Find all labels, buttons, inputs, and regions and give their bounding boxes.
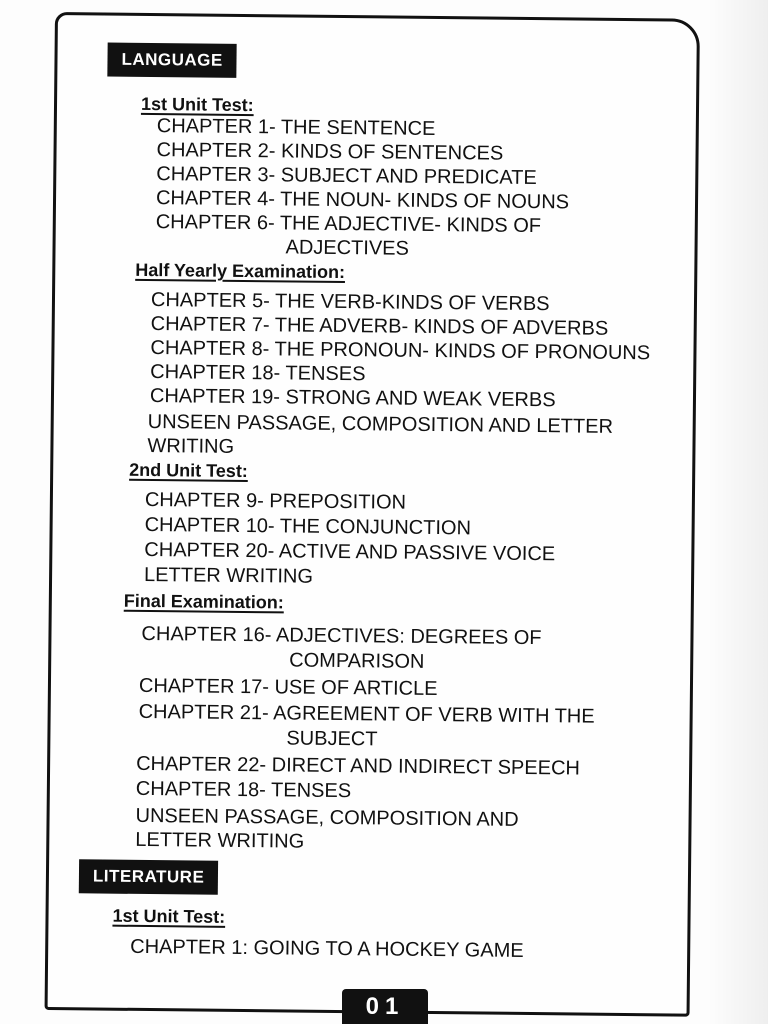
chapter-line: CHAPTER 18- TENSES <box>150 361 366 386</box>
chapter-line: CHAPTER 9- PREPOSITION <box>144 488 407 514</box>
chapter-line: CHAPTER 20- ACTIVE AND PASSIVE VOICE <box>144 538 556 566</box>
language-unit2-heading: 2nd Unit Test: <box>129 459 248 482</box>
language-half-yearly-heading: Half Yearly Examination: <box>135 259 346 283</box>
language-section-tag: LANGUAGE <box>107 43 237 78</box>
chapter-line: CHAPTER 19- STRONG AND WEAK VERBS <box>149 385 556 412</box>
chapter-line: LETTER WRITING <box>143 563 314 588</box>
syllabus-content <box>48 15 697 1014</box>
chapter-line: UNSEEN PASSAGE, COMPOSITION AND LETTER <box>147 410 614 438</box>
chapter-line: LETTER WRITING <box>135 828 305 853</box>
chapter-line: WRITING <box>147 434 235 458</box>
chapter-line: CHAPTER 2- KINDS OF SENTENCES <box>156 139 504 165</box>
chapter-line-continuation: SUBJECT <box>286 727 378 751</box>
chapter-line: CHAPTER 22- DIRECT AND INDIRECT SPEECH <box>136 752 581 780</box>
language-final-heading: Final Examination: <box>123 590 284 613</box>
chapter-line: CHAPTER 8- THE PRONOUN- KINDS OF PRONOUNS <box>150 337 651 365</box>
chapter-line: CHAPTER 6- THE ADJECTIVE- KINDS OF <box>155 211 542 238</box>
literature-section-tag: LITERATURE <box>79 859 219 894</box>
chapter-line: CHAPTER 10- THE CONJUNCTION <box>144 513 472 540</box>
syllabus-frame <box>45 12 700 1017</box>
chapter-line: CHAPTER 5- THE VERB-KINDS OF VERBS <box>150 289 550 316</box>
chapter-line-continuation: COMPARISON <box>289 649 425 673</box>
chapter-line: CHAPTER 7- THE ADVERB- KINDS OF ADVERBS <box>150 313 609 340</box>
chapter-line: CHAPTER 4- THE NOUN- KINDS OF NOUNS <box>155 187 570 214</box>
literature-unit1-heading: 1st Unit Test: <box>112 905 226 927</box>
chapter-line: CHAPTER 18- TENSES <box>135 777 352 803</box>
chapter-line: CHAPTER 16- ADJECTIVES: DEGREES OF <box>141 622 542 650</box>
chapter-line: CHAPTER 1- THE SENTENCE <box>156 115 436 140</box>
page-shadow <box>708 0 768 1024</box>
page-number: 01 <box>342 989 428 1024</box>
chapter-line: CHAPTER 3- SUBJECT AND PREDICATE <box>156 163 537 190</box>
chapter-line: UNSEEN PASSAGE, COMPOSITION AND <box>135 804 519 831</box>
chapter-line-continuation: ADJECTIVES <box>285 236 410 260</box>
language-unit1-heading: 1st Unit Test: <box>140 93 254 116</box>
chapter-line: CHAPTER 21- AGREEMENT OF VERB WITH THE <box>138 700 595 728</box>
chapter-line: CHAPTER 17- USE OF ARTICLE <box>138 674 438 701</box>
chapter-line: CHAPTER 1: GOING TO A HOCKEY GAME <box>130 935 524 962</box>
